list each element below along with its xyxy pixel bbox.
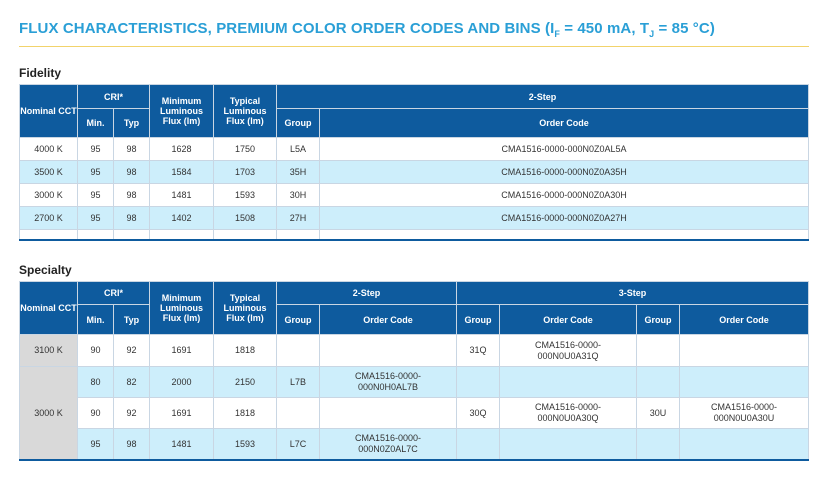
group-cell: L7C [277, 429, 320, 460]
order-code-cell: CMA1516-0000-000N0Z0A35H [320, 161, 809, 184]
group-cell: 30U [637, 398, 680, 429]
table-row [20, 429, 809, 460]
table-row [20, 335, 809, 367]
typ-flux-cell: 1818 [214, 335, 277, 367]
min-flux-cell: 1584 [150, 161, 214, 184]
table-row [20, 161, 809, 184]
order-code-cell: CMA1516-0000-000N0Z0A30H [320, 184, 809, 207]
header-cri: CRI* [78, 282, 150, 305]
typ-flux-cell: 1593 [214, 429, 277, 460]
header-nominal-cct: Nominal CCT [20, 282, 78, 335]
header-cri-min: Min. [78, 109, 114, 138]
table-bottom-rule [19, 459, 809, 461]
cri-min-cell: 90 [78, 335, 114, 367]
group-cell: L7B [277, 367, 320, 398]
specialty-heading: Specialty [19, 263, 72, 277]
group-cell: 30H [277, 184, 320, 207]
header-group: Group [277, 109, 320, 138]
header-order-code: Order Code [320, 109, 809, 138]
order-code-cell: CMA1516-0000-000N0Z0A27H [320, 207, 809, 230]
order-code-cell: CMA1516-0000- 000N0U0A30Q [500, 398, 637, 429]
cct-cell: 3100 K [20, 335, 78, 367]
min-flux-cell: 1628 [150, 138, 214, 161]
cri-typ-cell: 98 [114, 138, 150, 161]
min-flux-cell: 1691 [150, 398, 214, 429]
header-2-step: 2-Step [277, 282, 457, 305]
cri-typ-cell: 98 [114, 207, 150, 230]
group-cell: 30Q [457, 398, 500, 429]
order-code-cell [320, 335, 457, 367]
order-code-cell: CMA1516-0000-000N0Z0AL5A [320, 138, 809, 161]
typ-flux-cell: 1750 [214, 138, 277, 161]
table-row [20, 398, 809, 429]
table-row [20, 184, 809, 207]
order-code-cell [320, 398, 457, 429]
typ-flux-cell: 1703 [214, 161, 277, 184]
header-min-flux: Minimum Luminous Flux (lm) [150, 282, 214, 335]
group-cell [637, 429, 680, 460]
page-title: FLUX CHARACTERISTICS, PREMIUM COLOR ORDER CODES AND BINS ($I_F = 450$ mA, $T_J = 85$ °C) [19, 20, 715, 39]
min-flux-cell: 2000 [150, 367, 214, 398]
order-code-cell [680, 367, 809, 398]
order-code-cell: CMA1516-0000- 000N0H0AL7B [320, 367, 457, 398]
cri-typ-cell: 98 [114, 184, 150, 207]
group-cell: L5A [277, 138, 320, 161]
group-cell [457, 429, 500, 460]
group-cell [637, 335, 680, 367]
cct-cell: 4000 K [20, 138, 78, 161]
header-cri-min: Min. [78, 305, 114, 335]
min-flux-cell: 1481 [150, 429, 214, 460]
header-nominal-cct: Nominal CCT [20, 85, 78, 138]
typ-flux-cell: 1818 [214, 398, 277, 429]
cct-cell: 3500 K [20, 161, 78, 184]
header-order-code: Order Code [320, 305, 457, 335]
fidelity-table [19, 84, 809, 241]
typ-flux-cell: 2150 [214, 367, 277, 398]
title-divider [19, 46, 809, 47]
order-code-cell [500, 429, 637, 460]
min-flux-cell: 1691 [150, 335, 214, 367]
group-cell [457, 367, 500, 398]
group-cell: 27H [277, 207, 320, 230]
order-code-cell: CMA1516-0000- 000N0Z0AL7C [320, 429, 457, 460]
header-cri-typ: Typ [114, 109, 150, 138]
order-code-cell [680, 335, 809, 367]
header-typ-flux: Typical Luminous Flux (lm) [214, 85, 277, 138]
specialty-table [19, 281, 809, 460]
header-group: Group [277, 305, 320, 335]
cct-cell: 3000 K [20, 184, 78, 207]
order-code-cell: CMA1516-0000- 000N0U0A31Q [500, 335, 637, 367]
group-cell [277, 335, 320, 367]
fidelity-heading: Fidelity [19, 66, 62, 80]
header-3-step: 3-Step [457, 282, 809, 305]
header-cri: CRI* [78, 85, 150, 109]
order-code-cell: CMA1516-0000- 000N0U0A30U [680, 398, 809, 429]
header-order-code: Order Code [680, 305, 809, 335]
cct-cell: 3000 K [20, 367, 78, 460]
table-row [20, 367, 809, 398]
min-flux-cell: 1402 [150, 207, 214, 230]
header-group: Group [457, 305, 500, 335]
cri-min-cell: 95 [78, 138, 114, 161]
min-flux-cell: 1481 [150, 184, 214, 207]
cri-typ-cell: 98 [114, 161, 150, 184]
group-cell [637, 367, 680, 398]
header-group: Group [637, 305, 680, 335]
cri-min-cell: 95 [78, 184, 114, 207]
cct-cell: 2700 K [20, 207, 78, 230]
cri-min-cell: 95 [78, 161, 114, 184]
table-row [20, 138, 809, 161]
header-order-code: Order Code [500, 305, 637, 335]
table-spacer-row [20, 230, 809, 240]
group-cell: 31Q [457, 335, 500, 367]
cri-typ-cell: 92 [114, 398, 150, 429]
table-row [20, 207, 809, 230]
header-2-step: 2-Step [277, 85, 809, 109]
group-cell: 35H [277, 161, 320, 184]
order-code-cell [500, 367, 637, 398]
header-typ-flux: Typical Luminous Flux (lm) [214, 282, 277, 335]
order-code-cell [680, 429, 809, 460]
header-min-flux: Minimum Luminous Flux (lm) [150, 85, 214, 138]
group-cell [277, 398, 320, 429]
cri-min-cell: 95 [78, 207, 114, 230]
cri-typ-cell: 98 [114, 429, 150, 460]
cri-min-cell: 90 [78, 398, 114, 429]
typ-flux-cell: 1508 [214, 207, 277, 230]
typ-flux-cell: 1593 [214, 184, 277, 207]
cri-typ-cell: 82 [114, 367, 150, 398]
cri-min-cell: 95 [78, 429, 114, 460]
cri-typ-cell: 92 [114, 335, 150, 367]
cri-min-cell: 80 [78, 367, 114, 398]
header-cri-typ: Typ [114, 305, 150, 335]
